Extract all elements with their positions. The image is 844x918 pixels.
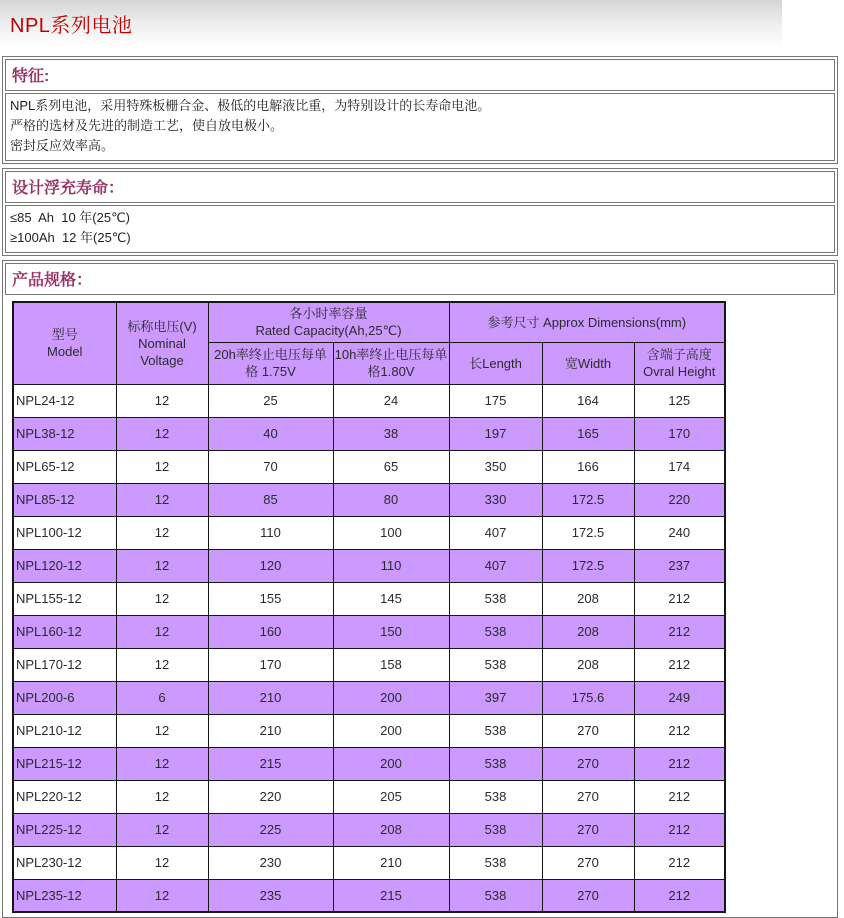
page-header — [0, 0, 782, 47]
value-cell: 164 — [542, 384, 634, 417]
model-cell: NPL155-12 — [13, 582, 116, 615]
value-cell: 538 — [449, 714, 542, 747]
model-cell: NPL220-12 — [13, 780, 116, 813]
specs-section — [2, 260, 838, 918]
value-cell: 208 — [333, 813, 449, 846]
value-cell: 212 — [634, 615, 725, 648]
value-cell: 538 — [449, 879, 542, 912]
value-cell: 330 — [449, 483, 542, 516]
model-cell: NPL230-12 — [13, 846, 116, 879]
value-cell: 270 — [542, 747, 634, 780]
value-cell: 12 — [116, 780, 208, 813]
value-cell: 200 — [333, 747, 449, 780]
float-life-line-2: ≥100Ah 12 年(25℃) — [10, 230, 131, 245]
col-header-model — [13, 302, 116, 384]
value-cell: 175 — [449, 384, 542, 417]
col-header-model-en: Model — [47, 344, 83, 360]
features-section — [2, 56, 838, 164]
value-cell: 212 — [634, 648, 725, 681]
value-cell: 200 — [333, 714, 449, 747]
value-cell: 210 — [333, 846, 449, 879]
value-cell: 212 — [634, 846, 725, 879]
table-row — [13, 780, 725, 813]
value-cell: 212 — [634, 714, 725, 747]
value-cell: 407 — [449, 549, 542, 582]
value-cell: 538 — [449, 615, 542, 648]
spec-table-body — [13, 384, 725, 912]
table-row — [13, 747, 725, 780]
value-cell: 397 — [449, 681, 542, 714]
value-cell: 120 — [208, 549, 333, 582]
value-cell: 166 — [542, 450, 634, 483]
value-cell: 230 — [208, 846, 333, 879]
value-cell: 6 — [116, 681, 208, 714]
table-row — [13, 483, 725, 516]
value-cell: 145 — [333, 582, 449, 615]
value-cell: 208 — [542, 582, 634, 615]
table-row — [13, 516, 725, 549]
value-cell: 215 — [208, 747, 333, 780]
value-cell: 220 — [634, 483, 725, 516]
value-cell: 12 — [116, 846, 208, 879]
value-cell: 175.6 — [542, 681, 634, 714]
value-cell: 270 — [542, 714, 634, 747]
value-cell: 12 — [116, 747, 208, 780]
value-cell: 172.5 — [542, 516, 634, 549]
value-cell: 538 — [449, 648, 542, 681]
page-title: NPL系列电池 — [10, 15, 133, 37]
table-row — [13, 450, 725, 483]
value-cell: 165 — [542, 417, 634, 450]
col-header-capacity-zh: 各小时率容量 — [289, 306, 368, 322]
value-cell: 12 — [116, 516, 208, 549]
specs-heading: 产品规格： — [5, 263, 835, 295]
value-cell: 174 — [634, 450, 725, 483]
model-cell: NPL160-12 — [13, 615, 116, 648]
value-cell: 220 — [208, 780, 333, 813]
value-cell: 12 — [116, 582, 208, 615]
model-cell: NPL210-12 — [13, 714, 116, 747]
value-cell: 172.5 — [542, 549, 634, 582]
col-header-capacity-en: Rated Capacity(Ah,25℃) — [255, 323, 402, 339]
feature-line-3: 密封反应效率高。 — [10, 138, 115, 153]
col-header-height-en: Ovral Height — [643, 364, 716, 379]
float-life-heading: 设计浮充寿命： — [5, 171, 835, 203]
value-cell: 538 — [449, 813, 542, 846]
value-cell: 538 — [449, 846, 542, 879]
feature-line-1: NPL系列电池，采用特殊板栅合金、极低的电解液比重，为特别设计的长寿命电池。 — [10, 98, 491, 113]
value-cell: 215 — [333, 879, 449, 912]
value-cell: 110 — [333, 549, 449, 582]
model-cell: NPL200-6 — [13, 681, 116, 714]
table-row — [13, 615, 725, 648]
table-row — [13, 681, 725, 714]
value-cell: 240 — [634, 516, 725, 549]
value-cell: 125 — [634, 384, 725, 417]
table-row — [13, 417, 725, 450]
value-cell: 237 — [634, 549, 725, 582]
value-cell: 40 — [208, 417, 333, 450]
spec-table — [12, 301, 726, 913]
value-cell: 85 — [208, 483, 333, 516]
value-cell: 212 — [634, 747, 725, 780]
value-cell: 100 — [333, 516, 449, 549]
value-cell: 235 — [208, 879, 333, 912]
value-cell: 212 — [634, 780, 725, 813]
value-cell: 197 — [449, 417, 542, 450]
value-cell: 212 — [634, 879, 725, 912]
value-cell: 270 — [542, 846, 634, 879]
col-header-height-zh: 含端子高度 — [646, 347, 712, 362]
model-cell: NPL235-12 — [13, 879, 116, 912]
value-cell: 538 — [449, 780, 542, 813]
value-cell: 12 — [116, 450, 208, 483]
value-cell: 212 — [634, 813, 725, 846]
value-cell: 407 — [449, 516, 542, 549]
value-cell: 270 — [542, 813, 634, 846]
value-cell: 12 — [116, 615, 208, 648]
value-cell: 225 — [208, 813, 333, 846]
model-cell: NPL120-12 — [13, 549, 116, 582]
value-cell: 110 — [208, 516, 333, 549]
value-cell: 538 — [449, 747, 542, 780]
col-header-capacity-10h: 10h率终止电压每单格1.80V — [333, 342, 449, 384]
value-cell: 200 — [333, 681, 449, 714]
value-cell: 210 — [208, 714, 333, 747]
value-cell: 12 — [116, 549, 208, 582]
col-header-height — [634, 342, 725, 384]
col-header-length: 长Length — [449, 342, 542, 384]
float-life-body — [5, 205, 835, 253]
model-cell: NPL65-12 — [13, 450, 116, 483]
value-cell: 12 — [116, 714, 208, 747]
features-body — [5, 93, 835, 161]
col-header-model-zh: 型号 — [51, 327, 78, 343]
value-cell: 12 — [116, 813, 208, 846]
value-cell: 170 — [208, 648, 333, 681]
float-life-line-1: ≤85 Ah 10 年(25℃) — [10, 210, 131, 225]
table-row — [13, 549, 725, 582]
value-cell: 538 — [449, 582, 542, 615]
value-cell: 208 — [542, 648, 634, 681]
value-cell: 12 — [116, 417, 208, 450]
value-cell: 155 — [208, 582, 333, 615]
model-cell: NPL100-12 — [13, 516, 116, 549]
value-cell: 249 — [634, 681, 725, 714]
features-heading: 特征: — [5, 59, 835, 91]
value-cell: 350 — [449, 450, 542, 483]
value-cell: 270 — [542, 879, 634, 912]
col-header-capacity-group — [208, 302, 449, 342]
model-cell: NPL38-12 — [13, 417, 116, 450]
value-cell: 205 — [333, 780, 449, 813]
value-cell: 12 — [116, 483, 208, 516]
value-cell: 210 — [208, 681, 333, 714]
value-cell: 158 — [333, 648, 449, 681]
value-cell: 12 — [116, 879, 208, 912]
table-row — [13, 879, 725, 912]
value-cell: 65 — [333, 450, 449, 483]
table-row — [13, 384, 725, 417]
value-cell: 12 — [116, 648, 208, 681]
col-header-voltage-en: Nominal Voltage — [138, 335, 186, 368]
value-cell: 80 — [333, 483, 449, 516]
value-cell: 38 — [333, 417, 449, 450]
value-cell: 24 — [333, 384, 449, 417]
value-cell: 150 — [333, 615, 449, 648]
table-row — [13, 582, 725, 615]
table-row — [13, 714, 725, 747]
value-cell: 12 — [116, 384, 208, 417]
value-cell: 270 — [542, 780, 634, 813]
value-cell: 70 — [208, 450, 333, 483]
value-cell: 25 — [208, 384, 333, 417]
value-cell: 172.5 — [542, 483, 634, 516]
value-cell: 208 — [542, 615, 634, 648]
col-header-dimensions-group: 参考尺寸 Approx Dimensions(mm) — [449, 302, 725, 342]
model-cell: NPL170-12 — [13, 648, 116, 681]
table-row — [13, 648, 725, 681]
col-header-voltage-zh: 标称电压(V) — [127, 318, 197, 334]
col-header-capacity-20h: 20h率终止电压每单格 1.75V — [208, 342, 333, 384]
model-cell: NPL215-12 — [13, 747, 116, 780]
col-header-width: 宽Width — [542, 342, 634, 384]
spec-table-head — [13, 302, 725, 384]
model-cell: NPL225-12 — [13, 813, 116, 846]
feature-line-2: 严格的选材及先进的制造工艺，使自放电极小。 — [10, 118, 284, 133]
value-cell: 160 — [208, 615, 333, 648]
table-row — [13, 813, 725, 846]
value-cell: 212 — [634, 582, 725, 615]
float-life-section — [2, 168, 838, 256]
model-cell: NPL24-12 — [13, 384, 116, 417]
value-cell: 170 — [634, 417, 725, 450]
header-row-1 — [13, 302, 725, 342]
col-header-voltage — [116, 302, 208, 384]
model-cell: NPL85-12 — [13, 483, 116, 516]
